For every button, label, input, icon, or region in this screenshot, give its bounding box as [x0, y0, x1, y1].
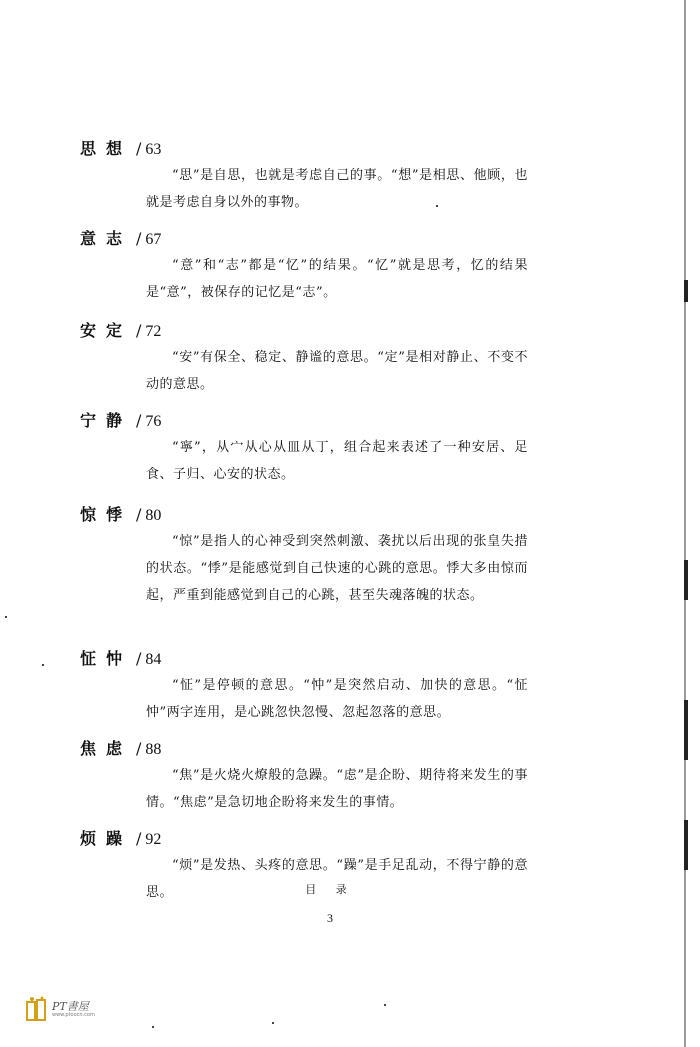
scan-speck — [272, 1022, 274, 1024]
toc-entry[interactable] — [80, 226, 540, 306]
page-edge-mark — [684, 280, 688, 302]
page-edge-line — [684, 0, 686, 1047]
entry-heading[interactable] — [80, 226, 540, 252]
toc-entry[interactable] — [80, 408, 540, 488]
scan-speck — [42, 664, 44, 666]
entry-heading[interactable] — [80, 136, 540, 162]
entry-separator: / — [136, 411, 142, 430]
entry-heading[interactable] — [80, 826, 540, 852]
entry-description: “怔”是停顿的意思。“忡”是突然启动、加快的意思。“怔忡”两字连用，是心跳忽快忽慢、忽起忽落的意思。 — [146, 678, 528, 720]
entry-description: “安”有保全、稳定、静谧的意思。“定”是相对静止、不变不动的意思。 — [146, 350, 528, 392]
entry-page-number: 84 — [145, 651, 162, 668]
entry-separator: / — [136, 505, 142, 524]
entry-term-char: 怔 — [80, 649, 107, 668]
book-icon — [26, 996, 48, 1022]
entry-page-number: 80 — [145, 507, 162, 524]
entry-heading[interactable] — [80, 646, 540, 672]
watermark-text: PT書屋 — [52, 1000, 89, 1013]
entry-term-char: 静 — [106, 411, 133, 430]
scan-speck — [5, 616, 7, 618]
entry-separator: / — [136, 321, 142, 340]
entry-heading[interactable] — [80, 408, 540, 434]
entry-term-char: 想 — [106, 139, 133, 158]
toc-entry[interactable] — [80, 646, 540, 726]
entry-page-number: 76 — [145, 413, 162, 430]
page-edge-mark — [684, 560, 688, 600]
entry-description: “烦”是发热、头疼的意思。“躁”是手足乱动，不得宁静的意思。 — [146, 858, 528, 900]
entry-term-char: 悸 — [106, 505, 133, 524]
page-edge-mark — [684, 820, 688, 870]
footer-section-label: 目 录 — [305, 883, 355, 896]
entry-page-number: 88 — [145, 741, 162, 758]
entry-page-number: 67 — [145, 231, 162, 248]
entry-page-number: 92 — [145, 831, 162, 848]
entry-description: “思”是自思，也就是考虑自己的事。“想”是相思、他顾，也就是考虑自身以外的事物。 — [146, 168, 528, 210]
entry-heading[interactable] — [80, 318, 540, 344]
entry-heading[interactable] — [80, 736, 540, 762]
scan-speck — [436, 205, 438, 207]
toc-entry[interactable] — [80, 502, 540, 609]
entry-description: “意”和“志”都是“忆”的结果。“忆”就是思考，忆的结果是“意”，被保存的记忆是“志”。 — [146, 258, 528, 300]
entry-description: “惊”是指人的心神受到突然刺激、袭扰以后出现的张皇失措的状态。“悸”是能感觉到自己快速的心跳的意思。悸大多由惊而起，严重到能感觉到自己的心跳，甚至失魂落魄的状态。 — [146, 534, 528, 603]
entry-term-char: 躁 — [106, 829, 133, 848]
entry-term-char: 忡 — [106, 649, 133, 668]
page-edge-mark — [684, 700, 688, 760]
entry-term-char: 宁 — [80, 411, 107, 430]
toc-entry[interactable] — [80, 736, 540, 816]
entry-heading[interactable] — [80, 502, 540, 528]
entry-page-number: 63 — [145, 141, 162, 158]
entry-term-char: 志 — [106, 229, 133, 248]
watermark-subtext: www.ptoocn.com — [52, 1012, 95, 1018]
footer-page-number: 3 — [327, 911, 333, 925]
entry-term-char: 焦 — [80, 739, 107, 758]
entry-separator: / — [136, 649, 142, 668]
watermark-logo — [26, 996, 126, 1026]
entry-separator: / — [136, 139, 142, 158]
toc-entry[interactable] — [80, 136, 540, 216]
entry-term-char: 思 — [80, 139, 107, 158]
entry-term-char: 定 — [106, 321, 133, 340]
entry-separator: / — [136, 829, 142, 848]
scan-speck — [152, 1026, 154, 1028]
entry-term-char: 惊 — [80, 505, 107, 524]
entry-separator: / — [136, 739, 142, 758]
entry-description: “寧”，从宀从心从皿从丁，组合起来表述了一种安居、足食、子归、心安的状态。 — [146, 440, 528, 482]
entry-term-char: 安 — [80, 321, 107, 340]
entry-term-char: 意 — [80, 229, 107, 248]
entry-term-char: 虑 — [106, 739, 133, 758]
toc-entry[interactable] — [80, 318, 540, 398]
entry-page-number: 72 — [145, 323, 162, 340]
entry-separator: / — [136, 229, 142, 248]
entry-term-char: 烦 — [80, 829, 107, 848]
scan-speck — [384, 1004, 386, 1006]
entry-description: “焦”是火烧火燎般的急躁。“虑”是企盼、期待将来发生的事情。“焦虑”是急切地企盼将来发生的事情。 — [146, 768, 528, 810]
